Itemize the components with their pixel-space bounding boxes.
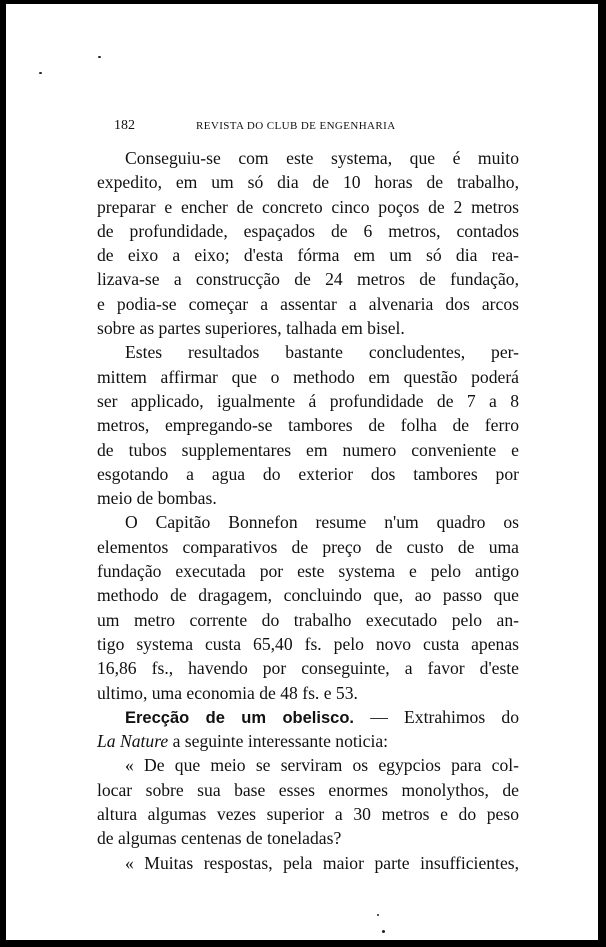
text-line: ultimo, uma economia de 48 fs. e 53. [97,682,358,703]
source-line [97,729,519,753]
quote-1 [97,753,519,850]
text-line: O Capitão Bonnefon resume n'um quadro os [125,512,519,533]
text-line: metros, empregando-se tambores de folha de ferro [97,415,519,436]
text-line: meio de bombas. [97,488,217,509]
page-header [114,118,524,138]
dust-speck [98,56,101,58]
page-number: 182 [114,118,135,133]
text-line: preparar e encher de concreto cinco poços de 2 metros [97,196,519,217]
text-line: 16,86 fs., havendo por conseguinte, a favor d'este [97,658,519,679]
dust-speck [377,914,379,916]
text-line: tigo systema custa 65,40 fs. pelo novo custa apenas [97,633,519,654]
paragraph-1 [97,146,519,340]
text-line: de profundidade, espaçados de 6 metros, contados [97,220,519,241]
text-line: « De que meio se serviram os egypcios para col- [125,755,519,776]
source-rest: a seguinte interessante noticia: [168,731,389,752]
text-line: sobre as partes superiores, talhada em bisel. [97,318,405,339]
text-line: Estes resultados bastante concludentes, per- [125,342,519,363]
dust-speck [382,930,385,933]
section-heading-line [97,705,519,729]
paragraph-3 [97,510,519,704]
text-line: elementos comparativos de preço de custo de uma [97,536,519,557]
text-line: ser applicado, igualmente á profundidade de 7 a 8 [97,390,519,411]
section-obelisco [97,705,519,754]
text-line: locar sobre sua base esses enormes monolythos, de [97,779,519,800]
text-line: lizava-se a construcção de 24 metros de fundação, [97,269,519,290]
text-line: methodo de dragagem, concluindo que, ao passo que [97,585,519,606]
paragraph-2 [97,340,519,510]
scanned-page [6,4,598,940]
text-line: Conseguiu-se com este systema, que é muito [125,148,519,168]
text-line: de eixo a eixo; d'esta fórma em um só dia rea- [97,245,519,266]
text-line: « Muitas respostas, pela maior parte insufficientes, [125,852,519,873]
text-line: mittem affirmar que o methodo em questão poderá [97,366,519,387]
text-line: de algumas centenas de toneladas? [97,828,342,849]
text-line: de tubos supplementares em numero conveniente e [97,439,519,460]
text-line: altura algumas vezes superior a 30 metros e do peso [97,804,519,825]
text-line: e podia-se começar a assentar a alvenaria dos arcos [97,293,519,314]
source-name: La Nature [97,731,169,752]
text-line: fundação executada por este systema e pelo antigo [97,561,519,582]
section-title-rest: — Extrahimos do [354,706,519,727]
dust-speck [39,72,42,74]
article-body [97,146,519,875]
section-title: Erecção de um obelisco. [125,708,354,727]
text-line: um metro corrente do trabalho executado pelo an- [97,609,519,630]
quote-2 [97,851,519,875]
text-line: esgotando a agua do exterior dos tambores por [97,463,519,484]
running-title: REVISTA DO CLUB DE ENGENHARIA [196,120,396,132]
text-line: expedito, em um só dia de 10 horas de trabalho, [97,172,519,193]
